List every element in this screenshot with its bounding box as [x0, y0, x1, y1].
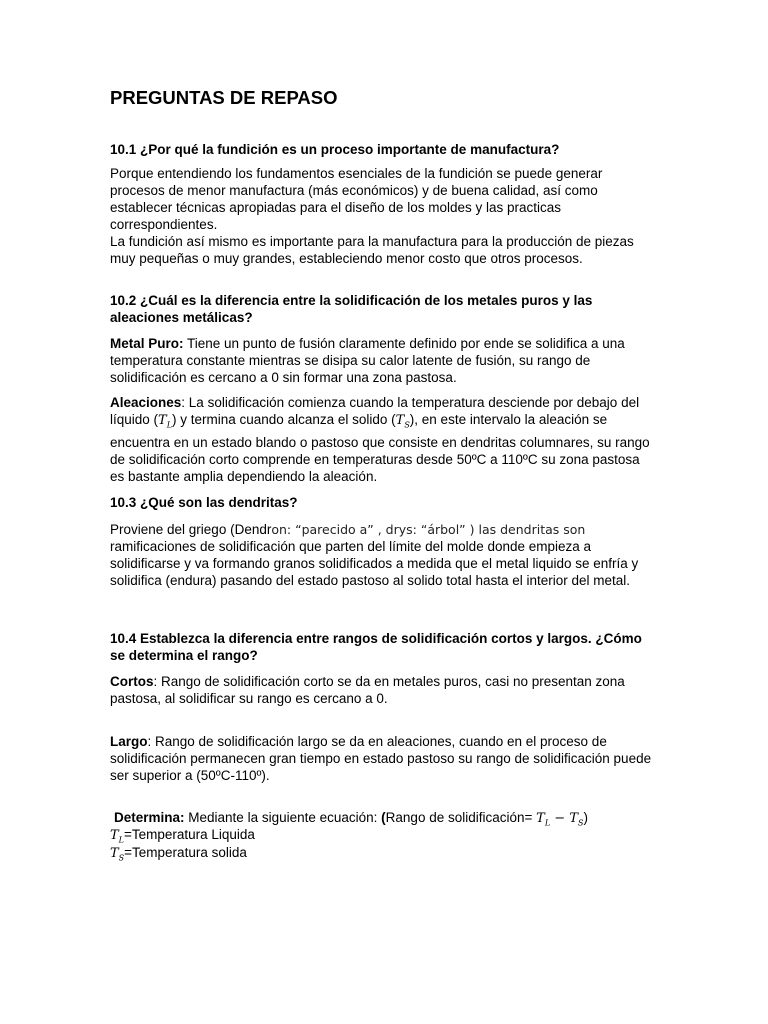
answer-10-3 [110, 521, 655, 589]
answer-aleaciones [110, 394, 655, 485]
aleaciones-text-a: : La solidificación comienza cuando la temperatura desciende por debajo del líquido ( [110, 395, 640, 427]
t-letter: T [395, 413, 405, 428]
largo-label: Largo [110, 734, 148, 749]
dendritas-text-c: ramificaciones de solidificación que parten del límite del molde donde empieza a solidificarse y va formando granos solidificados a medida que el metal liquido se enfría y solidifica (endura) pasando del estado pastoso al solido total hasta el interior del metal. [110, 539, 639, 588]
question-10-3-heading: 10.3 ¿Qué son las dendritas? [110, 495, 298, 510]
answer-metal-puro [110, 335, 655, 386]
t-letter: T [110, 828, 119, 843]
cortos-text: : Rango de solidificación corto se da en metales puros, casi no presentan zona pastosa, al solidificar su rango es cercano a 0. [110, 674, 625, 706]
question-10-2-heading: 10.2 ¿Cuál es la diferencia entre la solidificación de los metales puros y las aleaciones metálicas? [110, 293, 593, 325]
minus-sign: − [550, 811, 570, 826]
question-10-4-heading: 10.4 Establezca la diferencia entre rangos de solidificación cortos y largos. ¿Cómo se determina el rango? [110, 631, 642, 663]
t-letter: T [158, 413, 167, 428]
ts-definition-text: =Temperatura solida [124, 845, 247, 860]
l-subscript: L [544, 818, 551, 828]
answer-largo [110, 733, 655, 784]
determina-label: Determina: [114, 810, 185, 825]
answer-cortos [110, 673, 655, 707]
dendritas-text-b: on: “parecido a” , drys: “árbol” ) las dendritas son [271, 522, 586, 537]
equation-tl [536, 811, 550, 826]
open-paren: ( [381, 810, 386, 825]
s-subscript: S [404, 420, 410, 430]
equation-ts [569, 811, 583, 826]
s-subscript: S [118, 853, 125, 863]
dendritas-text-a: Proviene del griego (Dendr [110, 522, 272, 537]
answer-10-1-paragraph-1: Porque entendiendo los fundamentos esenciales de la fundición se puede generar procesos de menor manufactura (más económicos) y de buena calidad, así como establecer técnicas apropiadas para el diseño de los moldes y las practicas correspondientes. [110, 166, 603, 232]
t-letter: T [569, 811, 578, 826]
answer-10-1-paragraph-2: La fundición así mismo es importante para la manufactura para la producción de piezas muy pequeñas o muy grandes, estableciendo menor costo que otros procesos. [110, 234, 634, 266]
ts-symbol [110, 846, 124, 861]
largo-text: : Rango de solidificación largo se da en aleaciones, cuando en el proceso de solidificación permanecen gran tiempo en estado pastoso su rango de solidificación puede ser superior a (50ºC-110º). [110, 734, 652, 783]
page-title: PREGUNTAS DE REPASO [110, 87, 338, 108]
tl-symbol [158, 413, 172, 428]
equation-label: Rango de solidificación= [385, 810, 537, 825]
l-subscript: L [118, 835, 124, 845]
aleaciones-text-b: ) y termina cuando alcanza el solido ( [172, 412, 396, 427]
ts-symbol [396, 413, 410, 428]
l-subscript: L [166, 420, 173, 430]
aleaciones-text-c: ), en este intervalo la aleación se encuentra en un estado blando o pastoso que consiste en dendritas columnares, su rango de solidificación corto comprende en temperaturas desde 50ºC a 110ºC su zona pastosa es bastante amplia dependiendo la aleación. [110, 412, 650, 484]
determina-text: Mediante la siguiente ecuación: [184, 810, 382, 825]
tl-symbol [110, 828, 124, 843]
t-letter: T [536, 811, 545, 826]
t-letter: T [110, 846, 119, 861]
ts-definition [110, 844, 655, 867]
metal-puro-label: Metal Puro: [110, 336, 184, 351]
question-10-1-heading: 10.1 ¿Por qué la fundición es un proceso importante de manufactura? [110, 142, 560, 157]
metal-puro-text: Tiene un punto de fusión claramente definido por ende se solidifica a una temperatura constante mientras se disipa su calor latente de fusión, su rango de solidificación es cercano a 0 sin formar una zona pastosa. [110, 336, 625, 385]
close-paren: ) [583, 810, 588, 825]
tl-definition-text: =Temperatura Liquida [123, 827, 255, 842]
aleaciones-label: Aleaciones [110, 395, 182, 410]
s-subscript: S [577, 818, 584, 828]
cortos-label: Cortos [110, 674, 154, 689]
